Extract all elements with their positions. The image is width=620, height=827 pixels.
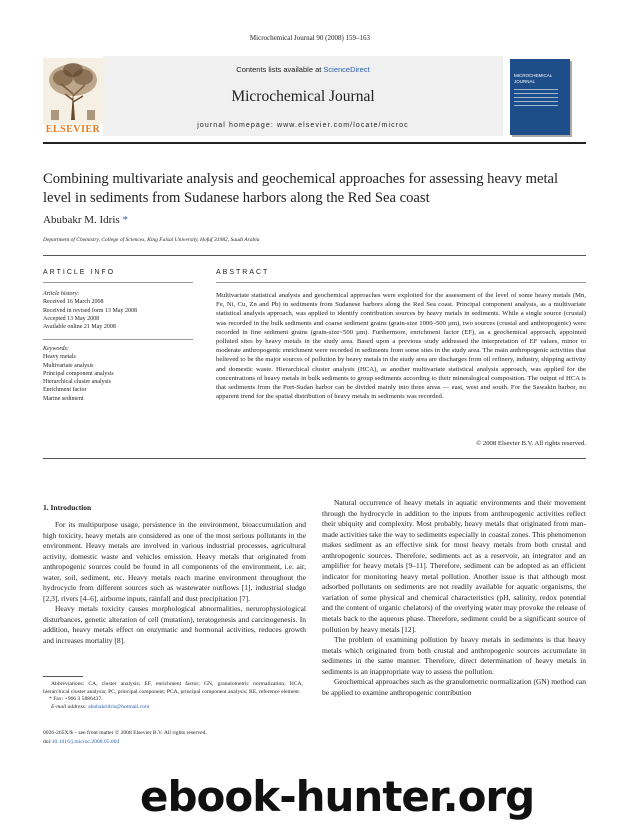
section-heading: 1. Introduction — [43, 503, 92, 512]
keywords — [43, 345, 193, 403]
history-item: Accepted 13 May 2008 — [43, 315, 100, 322]
journal-masthead — [43, 56, 586, 140]
keyword-item: Principal component analysis — [43, 370, 114, 377]
paragraph: Geochemical approaches such as the granulometric normalization (GN) method can be applied to examine anthropogenic contribution — [322, 677, 586, 697]
contents-prefix: Contents lists available at — [236, 65, 324, 74]
doi-line — [43, 739, 119, 746]
footnote-rule — [43, 676, 83, 677]
journal-cover — [510, 59, 570, 135]
keyword-item: Heavy metals — [43, 354, 76, 361]
article-info-rule — [43, 282, 193, 283]
paragraph: Natural occurrence of heavy metals in aquatic environments and their movement through the hydrocycle in addition to the inputs from anthropogenic activities reflect their ubiquity and complexity. Most probably, heavy metals that originated from man-made activities take the way to sediments especially in coastal zones. This phenomenon makes sediment as an effective sink for most heavy metals from both crustal and anthropogenic sources. Therefore, sediments act as a reservoir, an integrator and an amplifier for heavy metals [9–11]. Therefore, sediment can be adopted as an efficient indicator for monitoring heavy metal pollution. Another issue is that although most adsorbed pollutants on sediments are not readily available for aquatic organisms, the variation of some physical and chemical characteristics (pH, salinity, redox potential and the content of organic chelators) of the overlying water may provoke the release of metals back to the aqueous phase. Therefore, sediment could be a significant source of pollution by heavy metals [12]. — [322, 498, 586, 634]
fax-note: * Fax: +966 3 5886437. — [49, 696, 103, 702]
masthead-rule — [43, 142, 586, 144]
abstract-rule — [216, 282, 586, 283]
paragraph: Heavy metals toxicity causes morphological abnormalities, nerurophysiological disturbances, genetic alteration of cell (mutation), teratogenesis and carcinogenesis. In addition, heavy metals effect on enzymatic and hormonal activities, reduces growth and increases mortality [8]. — [43, 604, 306, 646]
journal-homepage[interactable]: journal homepage: www.elsevier.com/locate/microc — [197, 122, 409, 129]
abstract-bottom-rule — [43, 458, 586, 459]
elsevier-tree-logo — [43, 58, 103, 134]
affiliation-rule — [43, 255, 586, 256]
email-label: E-mail address: — [51, 703, 89, 710]
abstract-heading: ABSTRACT — [216, 269, 270, 276]
paragraph: For its multipurpose usage, persistence in the environment, bioaccumulation and high toxicity, heavy metals are considered as one of the most serious pollutants in the environment. Heavy metals are involved in various industrial processes, agricultural activity, domestic waste and vehicles emission. Heavy metals that originated from anthropogenic sources could be found in all components of the environment, i.e. air, water, soil, sediment, etc. Heavy metals reach marine environment throughout the hydrocycle from different sources such as wastewater outflows [1], industrial sludge [2,3], rivers [4–6], airborne inputs, rainfall and dust precipitation [7]. — [43, 520, 306, 603]
elsevier-wordmark: ELSEVIER — [45, 124, 101, 135]
watermark-text: ebook-hunter.org — [140, 772, 535, 821]
author-footnote-mark[interactable]: * — [122, 214, 128, 226]
contents-line — [103, 65, 503, 74]
journal-citation: Microchemical Journal 90 (2008) 159–163 — [249, 34, 371, 42]
keywords-rule — [43, 339, 193, 340]
article-info-heading: ARTICLE INFO — [43, 269, 116, 276]
footnotes — [43, 681, 303, 711]
right-column — [322, 498, 586, 698]
author-name: Abubakr M. Idris — [43, 214, 120, 226]
journal-name: Microchemical Journal — [231, 88, 375, 105]
history-item: Received 16 March 2008 — [43, 299, 104, 306]
email-link[interactable]: abubakridris@hotmail.com — [88, 703, 150, 710]
history-label: Article history: — [43, 291, 80, 297]
author-line — [43, 214, 128, 226]
cover-decoration — [514, 89, 558, 109]
paragraph: The problem of examining pollution by heavy metals in sediments is that heavy metals which originated from both crustal and anthropogenic sources accumulate in sediments in the same manner. Therefore, direct determination of heavy metals in sediments is an inappropriate way to assess the pollution. — [322, 635, 586, 676]
keyword-item: Multivariate analysis — [43, 362, 94, 369]
article-title: Combining multivariate analysis and geochemical approaches for assessing heavy metal level in sediments from Sudanese harbors along the Red Sea coast — [43, 171, 559, 206]
keywords-label: Keywords: — [43, 346, 69, 352]
issn-line: 0026-265X/$ – see front matter © 2008 Elsevier B.V. All rights reserved. — [43, 730, 207, 736]
cover-title: MICROCHEMICAL JOURNAL — [514, 73, 553, 84]
doi-link[interactable]: 10.1016/j.microc.2008.05.004 — [51, 739, 120, 745]
keyword-item: Marine sediment — [43, 395, 84, 402]
history-item: Received in revised form 13 May 2008 — [43, 307, 137, 314]
keyword-item: Enrichment factor — [43, 387, 87, 394]
abstract-text: Multivariate statistical analysis and geochemical approaches were exploited for the assessment of the level of some heavy metals (Mn, Fe, Ni, Cu, Zn and Pb) in sediments from Sudanese harbors along the Red Sea coast. Principal component analysis, as a multivariate statistical analysis approach, was applied to identify contribution sources by heavy metals in sediments. While a single source (crustal) was recorded in the bulk sediments and coarse sediment grains (grain-size 1000–500 µm), two sources (crustal and anthropogenic) were recorded in fine sediment grains (grain-size<500 µm). Furthermore, enrichment factor (EF), as a geochemical approach, appointed polluted sites by heavy metals in the study area. Based upon a previous study addressed the interpretation of EF values, minor to moderate anthropogenic enrichment were recorded in sediments from some sites in the study area. The main anthropogenic activities that believed to be the major sources of pollution by heavy metals in the study area are discharges from oil refinery, industry, shipping activity and domestic waste. Hierarchical cluster analysis (HCA), as another multivariate statistical analysis approach, was applied for the concentrations of heavy metals in bulk sediments to group sediments according to their mineralogical composition. The output of HCA is that sediments from the Port-Sudan harbor can be divided mainly into three areas — east, west and south. For the Sawakin harbor, no apparent trend for the spatial distribution of heavy metals in sediments was recorded. — [216, 292, 586, 401]
left-column — [43, 520, 306, 647]
history-item: Available online 21 May 2008 — [43, 324, 116, 331]
sciencedirect-link[interactable]: ScienceDirect — [323, 65, 370, 74]
affiliation: Department of Chemistry, College of Sciences, King Faisal University, Hofuf 31982, Saudi Arabia — [43, 237, 260, 243]
copyright: © 2008 Elsevier B.V. All rights reserved. — [476, 440, 586, 447]
keyword-item: Hierarchical cluster analysis — [43, 379, 111, 386]
doi-prefix: doi: — [43, 739, 52, 745]
abbreviations-note: Abbreviations: CA, cluster analysis; EF, enrichment factor; GN, granulometric normalization; HCA, hierarchical cluster analysis; PC, principal component; PCA, principal component analysis; RE, reference element. — [43, 681, 303, 695]
article-history — [43, 290, 193, 331]
